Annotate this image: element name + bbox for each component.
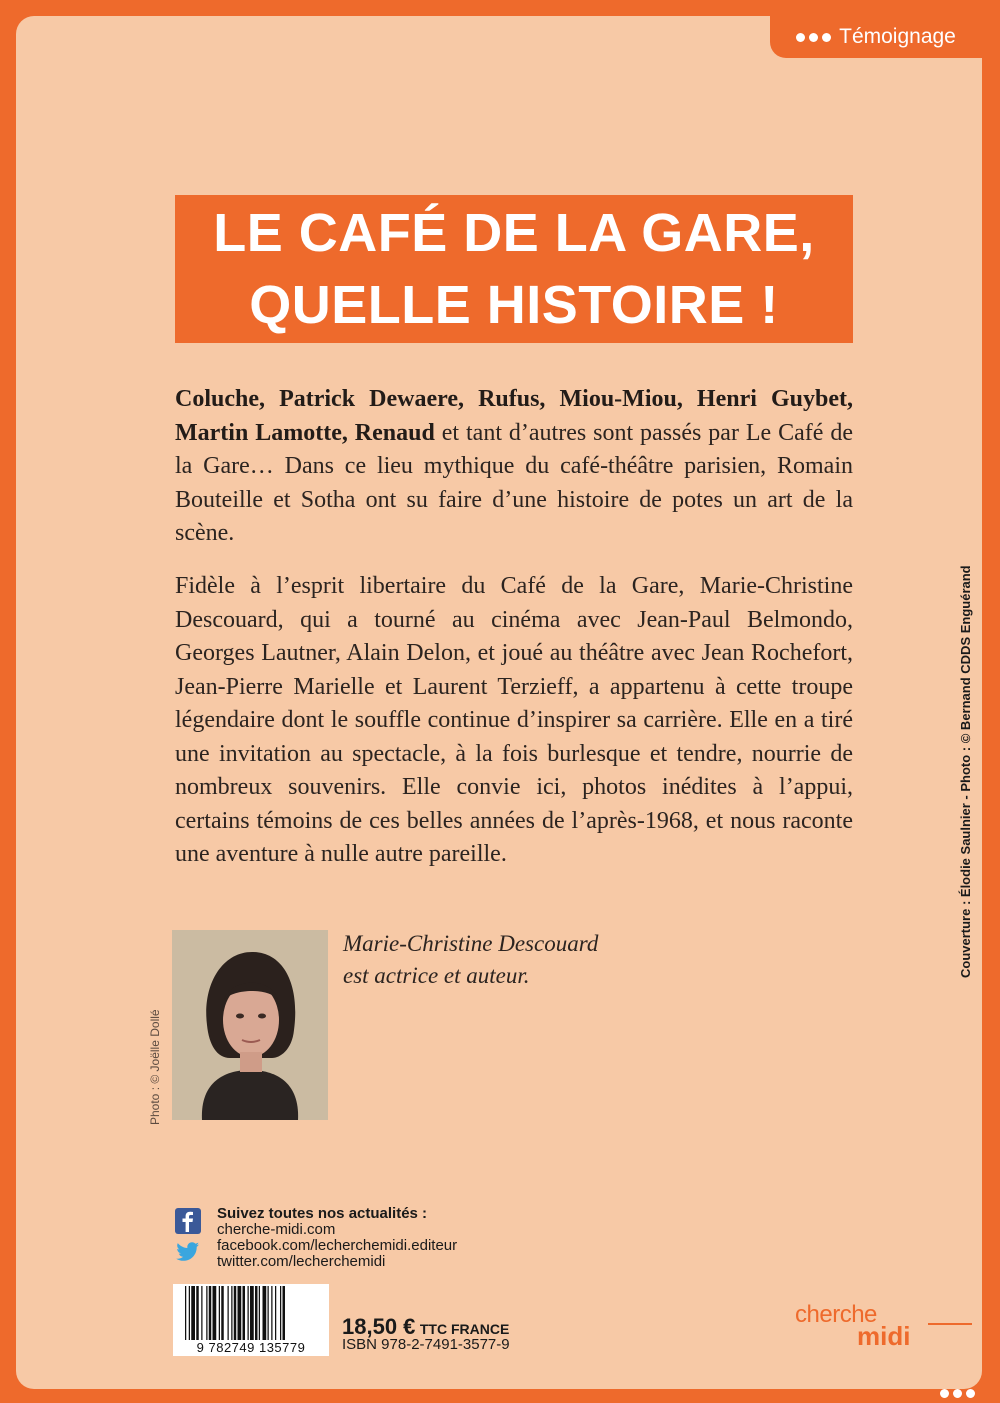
twitter-icon[interactable]: [175, 1238, 201, 1264]
publisher-logo-rule: [928, 1323, 972, 1325]
barcode-bar: [185, 1286, 186, 1340]
price-amount: 18,50 €: [342, 1314, 416, 1339]
barcode-bar: [228, 1286, 229, 1340]
barcode-bar: [189, 1286, 190, 1340]
barcode-bar: [221, 1286, 224, 1340]
barcode-bar: [243, 1286, 246, 1340]
blurb-paragraph-1: [175, 383, 853, 551]
title-line-1: LE CAFÉ DE LA GARE,: [175, 195, 853, 271]
blurb-names: Coluche, Patrick Dewaere, Rufus, Miou-Miou, Henri Guybet, Martin Lamotte, Renaud: [175, 386, 853, 446]
publisher-logo-word-1: cherche: [795, 1301, 877, 1328]
barcode-bar: [280, 1286, 281, 1340]
title-line-2: QUELLE HISTOIRE !: [175, 267, 853, 343]
barcode-bar: [255, 1286, 258, 1340]
dots-icon: [940, 1389, 975, 1398]
barcode-bar: [275, 1286, 276, 1340]
barcode-bar: [196, 1286, 199, 1340]
barcode-bar: [213, 1286, 217, 1340]
barcode-bar: [263, 1286, 267, 1340]
barcode-bar: [238, 1286, 242, 1340]
barcode-bar: [250, 1286, 254, 1340]
barcode-bar: [271, 1286, 272, 1340]
author-name: Marie-Christine Descouard: [343, 931, 599, 956]
isbn: ISBN 978-2-7491-3577-9: [342, 1336, 510, 1353]
social-text: [217, 1206, 537, 1270]
category-label: Témoignage: [839, 25, 956, 48]
barcode-bar: [283, 1286, 286, 1340]
barcode-bar: [209, 1286, 212, 1340]
barcode-digits: 9 782749 135779: [196, 1340, 306, 1355]
portrait-illustration: [172, 930, 328, 1120]
publisher-logo-word-2: midi: [857, 1321, 911, 1351]
author-bio: [343, 928, 763, 992]
barcode-bar: [234, 1286, 237, 1340]
barcode-bars: [173, 1286, 329, 1342]
barcode-bar: [191, 1286, 195, 1340]
barcode-bar: [248, 1286, 249, 1340]
barcode-bar: [206, 1286, 207, 1340]
barcode-bar: [268, 1286, 269, 1340]
blurb-paragraph-2: Fidèle à l’esprit libertaire du Café de la Gare, Marie-Christine Descouard, qui a tourné au cinéma avec Jean-Paul Belmondo, Georges Lautner, Alain Delon, et joué au théâtre avec Jean Rochefort, Jean-Pierre Marielle et Laurent Terzieff, a appartenu à cette troupe légendaire dont le souffle continue d’inspirer sa carrière. Elle en a tiré une invitation au spectacle, à la fois burlesque et tendre, nourrie de nombreux souvenirs. Elle convie ici, photos inédites à l’appui, certains témoins de ces belles années de l’après-1968, et nous raconte une aventure à nulle autre pareille.: [175, 573, 853, 867]
blurb-paragraph-1-text: et tant d’autres sont passés par Le Café de la Gare… Dans ce lieu mythique du café-théâtre parisien, Romain Bouteille et Sotha ont su faire d’une histoire de potes un art de la scène.: [175, 419, 853, 546]
price-suffix: TTC FRANCE: [419, 1321, 510, 1337]
photo-credit: Photo : © Joëlle Dollé: [148, 1009, 162, 1125]
barcode-bar: [201, 1286, 202, 1340]
social-heading: Suivez toutes nos actualités :: [217, 1205, 428, 1222]
barcode-bar: [259, 1286, 260, 1340]
cover-credit: Couverture : Élodie Saulnier - Photo : © Bernand CDDS Enguérand: [958, 565, 973, 978]
facebook-icon[interactable]: [175, 1208, 201, 1234]
facebook-link[interactable]: facebook.com/lecherchemidi.editeur: [217, 1237, 458, 1254]
barcode-bar: [219, 1286, 220, 1340]
barcode: [173, 1284, 329, 1356]
barcode-bar: [231, 1286, 232, 1340]
category-tag: [770, 16, 982, 58]
author-description: est actrice et auteur.: [343, 963, 530, 988]
website-link[interactable]: cherche-midi.com: [217, 1221, 336, 1238]
dots-icon: [796, 33, 831, 42]
author-photo: [172, 930, 328, 1120]
twitter-link[interactable]: twitter.com/lecherchemidi: [217, 1253, 386, 1270]
